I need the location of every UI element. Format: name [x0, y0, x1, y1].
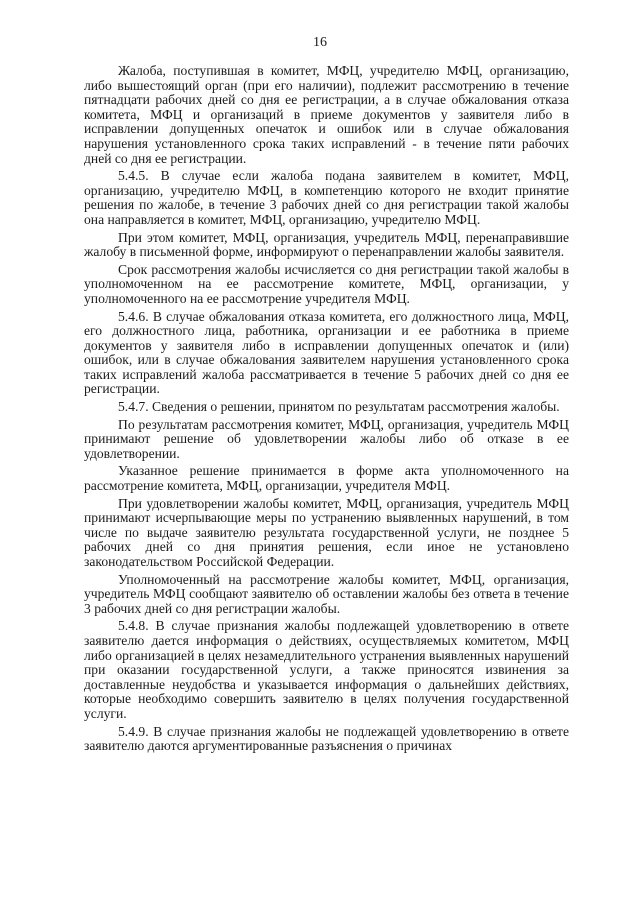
paragraph-5-4-8: 5.4.8. В случае признания жалобы подлежащей удовлетворению в ответе заявителю дается информация о действиях, осуществляемых комитетом, МФЦ либо организацией в целях незамедлительного устранения выявленных нарушений при оказании государственной услуги, а также приносятся извинения за доставленные неудобства и указывается информация о дальнейших действиях, которые необходимо совершить заявителю в целях получения государственной услуги.	[84, 618, 569, 721]
paragraph-5-4-5: 5.4.5. В случае если жалоба подана заявителем в комитет, МФЦ, организацию, учредителю МФЦ, в компетенцию которого не входит принятие решения по жалобе, в течение 3 рабочих дней со дня регистрации такой жалобы она направляется в комитет, МФЦ, организацию, учредителю МФЦ.	[84, 168, 569, 227]
page-number: 16	[313, 35, 327, 50]
paragraph-5-4-6: 5.4.6. В случае обжалования отказа комитета, его должностного лица, МФЦ, его должностного лица, работника, организации и ее работника в приеме документов у заявителя либо в исправлении допущенных опечаток и (или) ошибок, или в случае обжалования заявителем нарушения установленного срока таких исправлений жалоба рассматривается в течение 5 рабочих дней со дня ее регистрации.	[84, 308, 569, 397]
paragraph-review-results: По результатам рассмотрения комитет, МФЦ, организация, учредитель МФЦ принимают решение об удовлетворении жалобы либо об отказе в ее удовлетворении.	[84, 416, 569, 461]
paragraph-5-4-7: 5.4.7. Сведения о решении, принятом по результатам рассмотрения жалобы.	[118, 399, 560, 415]
paragraph-term-calculation: Срок рассмотрения жалобы исчисляется со дня регистрации такой жалобы в уполномоченном на ее рассмотрение комитете, МФЦ, организации, у уполномоченного на ее рассмотрение учредителя МФЦ.	[84, 261, 569, 306]
paragraph-complaint-review-term: Жалоба, поступившая в комитет, МФЦ, учредителю МФЦ, организацию, либо вышестоящий орган (при его наличии), подлежит рассмотрению в течение пятнадцати рабочих дней со дня ее регистрации, а в случае обжалования отказа комитета, МФЦ и организаций в приеме документов у заявителя либо в исправлении допущенных опечаток и ошибок или в случае обжалования нарушения установленного срока таких исправлений - в течение пяти рабочих дней со дня ее регистрации.	[84, 63, 569, 166]
paragraph-5-4-9: 5.4.9. В случае признания жалобы не подлежащей удовлетворению в ответе заявителю даются аргументированные разъяснения о причинах	[84, 723, 569, 754]
paragraph-satisfaction-measures: При удовлетворении жалобы комитет, МФЦ, организация, учредитель МФЦ принимают исчерпывающие меры по устранению выявленных нарушений, в том числе по выдаче заявителю результата государственной услуги, не позднее 5 рабочих дней со дня принятия решения, если иное не установлено законодательством Российской Федерации.	[84, 495, 569, 569]
paragraph-decision-form: Указанное решение принимается в форме акта уполномоченного на рассмотрение комитета, МФЦ, организации, учредителя МФЦ.	[84, 463, 569, 494]
paragraph-redirect-notice: При этом комитет, МФЦ, организация, учредитель МФЦ, перенаправившие жалобу в письменной форме, информируют о перенаправлении жалобы заявителя.	[84, 229, 569, 260]
document-body	[84, 64, 569, 757]
paragraph-no-answer-notice: Уполномоченный на рассмотрение жалобы комитет, МФЦ, организация, учредитель МФЦ сообщают заявителю об оставлении жалобы без ответа в течение 3 рабочих дней со дня регистрации жалобы.	[84, 571, 569, 616]
